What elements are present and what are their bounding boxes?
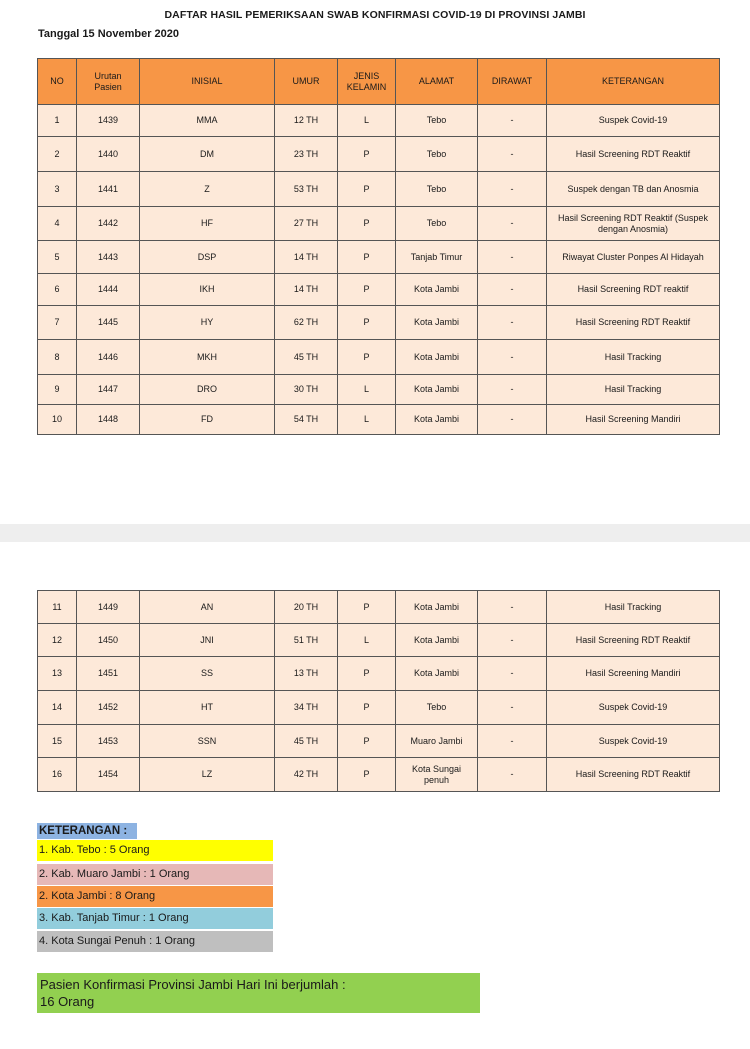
cell-jenis-kelamin: L [338, 105, 396, 137]
table-row [38, 172, 720, 207]
cell-keterangan-line: Hasil Tracking [604, 351, 662, 362]
cell-inisial: AN [140, 591, 275, 624]
cell-dirawat: - [478, 172, 547, 207]
header-alamat: ALAMAT [396, 59, 478, 105]
cell-alamat-line: Tebo [426, 218, 447, 228]
cell-jenis-kelamin: P [338, 725, 396, 758]
header-keterangan: KETERANGAN [547, 59, 720, 105]
cell-keterangan-line: Hasil Tracking [604, 384, 662, 394]
cell-inisial: HY [140, 306, 275, 340]
cell-umur: 42 TH [275, 758, 338, 792]
cell-inisial: DSP [140, 241, 275, 274]
cell-umur: 23 TH [275, 137, 338, 172]
cell-jenis-kelamin: L [338, 624, 396, 657]
cell-keterangan-line: Suspek dengan TB dan Anosmia [567, 183, 699, 194]
cell-inisial: MKH [140, 340, 275, 375]
cell-inisial: SSN [140, 725, 275, 758]
cell-jenis-kelamin: P [338, 207, 396, 241]
table-row [38, 758, 720, 792]
cell-alamat-line: Tanjab Timur [410, 251, 463, 262]
table-row [38, 657, 720, 691]
cell-alamat-line: Kota Jambi [413, 284, 460, 294]
summary-line-1: Pasien Konfirmasi Provinsi Jambi Hari Ini berjumlah : [40, 977, 346, 992]
keterangan-item-kota-jambi: 2. Kota Jambi : 8 Orang [37, 886, 273, 907]
cell-keterangan [547, 274, 720, 306]
cell-keterangan [547, 207, 720, 241]
cell-no: 9 [38, 375, 77, 405]
cell-no: 6 [38, 274, 77, 306]
cell-keterangan [547, 172, 720, 207]
cell-jenis-kelamin: L [338, 375, 396, 405]
cell-umur: 14 TH [275, 241, 338, 274]
summary-box [37, 973, 480, 1013]
cell-keterangan-line: Suspek Covid-19 [598, 702, 668, 712]
cell-keterangan-line: Suspek Covid-19 [598, 115, 668, 125]
header-umur: UMUR [275, 59, 338, 105]
cell-jenis-kelamin: P [338, 758, 396, 792]
cell-dirawat: - [478, 691, 547, 725]
cell-keterangan [547, 375, 720, 405]
cell-umur: 12 TH [275, 105, 338, 137]
cell-urutan: 1452 [77, 691, 140, 725]
cell-keterangan [547, 591, 720, 624]
cell-umur: 27 TH [275, 207, 338, 241]
cell-no: 5 [38, 241, 77, 274]
cell-keterangan-line: Hasil Screening RDT Reaktif [575, 148, 691, 159]
cell-umur: 30 TH [275, 375, 338, 405]
cell-keterangan [547, 340, 720, 375]
header-urutan-pasien [77, 59, 140, 105]
cell-no: 2 [38, 137, 77, 172]
cell-alamat [396, 405, 478, 435]
keterangan-heading: KETERANGAN : [37, 823, 137, 839]
report-date: Tanggal 15 November 2020 [38, 28, 180, 40]
cell-alamat-line: Tebo [426, 183, 447, 194]
cell-keterangan-line: Hasil Screening RDT Reaktif [575, 634, 691, 645]
cell-dirawat: - [478, 405, 547, 435]
cell-inisial: DRO [140, 375, 275, 405]
cell-inisial: JNI [140, 624, 275, 657]
cell-no: 11 [38, 591, 77, 624]
cell-keterangan [547, 241, 720, 274]
cell-dirawat: - [478, 137, 547, 172]
cell-keterangan [547, 306, 720, 340]
cell-inisial: DM [140, 137, 275, 172]
header-urutan-line1: Urutan [94, 70, 122, 81]
cell-jenis-kelamin: P [338, 274, 396, 306]
cell-keterangan [547, 758, 720, 792]
table-row [38, 137, 720, 172]
cell-keterangan [547, 691, 720, 725]
cell-no: 16 [38, 758, 77, 792]
cell-inisial: SS [140, 657, 275, 691]
keterangan-item-tanjab-timur: 3. Kab. Tanjab Timur : 1 Orang [37, 908, 273, 929]
cell-umur: 53 TH [275, 172, 338, 207]
cell-keterangan [547, 105, 720, 137]
keterangan-item-sungai-penuh: 4. Kota Sungai Penuh : 1 Orang [37, 931, 273, 952]
cell-umur: 54 TH [275, 405, 338, 435]
cell-alamat-line: Kota Jambi [413, 668, 460, 678]
header-jenis-kelamin [338, 59, 396, 105]
cell-alamat-line: Kota Jambi [413, 384, 460, 394]
table-row [38, 274, 720, 306]
cell-no: 12 [38, 624, 77, 657]
table-row [38, 105, 720, 137]
cell-urutan: 1451 [77, 657, 140, 691]
cell-jenis-kelamin: P [338, 591, 396, 624]
header-urutan-line2: Pasien [94, 81, 122, 92]
cell-alamat-line: Tebo [426, 115, 447, 125]
table-row [38, 306, 720, 340]
cell-keterangan-line: Riwayat Cluster Ponpes Al Hidayah [562, 251, 704, 262]
cell-umur: 51 TH [275, 624, 338, 657]
table-body-page-1 [38, 105, 720, 435]
cell-dirawat: - [478, 207, 547, 241]
header-jk-line2: KELAMIN [346, 81, 387, 92]
cell-keterangan-line: Hasil Screening Mandiri [585, 414, 681, 424]
cell-urutan: 1453 [77, 725, 140, 758]
cell-dirawat: - [478, 375, 547, 405]
cell-urutan: 1447 [77, 375, 140, 405]
page-break [0, 524, 750, 542]
cell-jenis-kelamin: P [338, 340, 396, 375]
cell-alamat [396, 591, 478, 624]
cell-keterangan-line: Hasil Screening RDT Reaktif (Suspek [558, 212, 708, 223]
cell-no: 7 [38, 306, 77, 340]
header-jk-line1: JENIS [353, 70, 380, 81]
cell-keterangan [547, 405, 720, 435]
table-row [38, 725, 720, 758]
cell-umur: 13 TH [275, 657, 338, 691]
cell-jenis-kelamin: P [338, 657, 396, 691]
cell-alamat-line: Tebo [426, 702, 447, 712]
cell-umur: 20 TH [275, 591, 338, 624]
cell-no: 14 [38, 691, 77, 725]
cell-alamat-line: Kota Jambi [413, 414, 460, 424]
cell-alamat [396, 105, 478, 137]
table-header-row [38, 59, 720, 105]
cell-keterangan-line: Hasil Screening Mandiri [585, 668, 681, 678]
cell-inisial: LZ [140, 758, 275, 792]
cell-inisial: MMA [140, 105, 275, 137]
table-row [38, 241, 720, 274]
cell-alamat [396, 137, 478, 172]
cell-alamat [396, 624, 478, 657]
cell-alamat-line: Tebo [426, 148, 447, 159]
cell-alamat [396, 172, 478, 207]
cell-alamat [396, 758, 478, 792]
cell-urutan: 1449 [77, 591, 140, 624]
keterangan-item-tebo: 1. Kab. Tebo : 5 Orang [37, 840, 273, 861]
cell-keterangan [547, 725, 720, 758]
cell-keterangan-line: Hasil Screening RDT Reaktif [575, 769, 691, 779]
document-title: DAFTAR HASIL PEMERIKSAAN SWAB KONFIRMASI COVID-19 DI PROVINSI JAMBI [164, 9, 586, 21]
cell-inisial: HF [140, 207, 275, 241]
cell-keterangan-line: Hasil Screening RDT Reaktif [575, 317, 691, 327]
header-inisial: INISIAL [140, 59, 275, 105]
cell-alamat-line: Kota Jambi [413, 601, 460, 612]
cell-urutan: 1446 [77, 340, 140, 375]
cell-jenis-kelamin: P [338, 172, 396, 207]
cell-alamat [396, 241, 478, 274]
cell-urutan: 1441 [77, 172, 140, 207]
cell-no: 1 [38, 105, 77, 137]
cell-dirawat: - [478, 274, 547, 306]
cell-umur: 45 TH [275, 725, 338, 758]
cell-alamat-line: Kota Sungai [411, 763, 462, 774]
cell-dirawat: - [478, 758, 547, 792]
cell-urutan: 1443 [77, 241, 140, 274]
cell-dirawat: - [478, 591, 547, 624]
cell-alamat [396, 375, 478, 405]
cell-urutan: 1454 [77, 758, 140, 792]
header-dirawat: DIRAWAT [478, 59, 547, 105]
table-row [38, 207, 720, 241]
table-row [38, 691, 720, 725]
cell-keterangan [547, 137, 720, 172]
cell-alamat-line: Muaro Jambi [410, 735, 463, 746]
cell-dirawat: - [478, 657, 547, 691]
cell-jenis-kelamin: P [338, 241, 396, 274]
cell-dirawat: - [478, 624, 547, 657]
cell-no: 8 [38, 340, 77, 375]
cell-dirawat: - [478, 105, 547, 137]
cell-alamat [396, 306, 478, 340]
cell-no: 10 [38, 405, 77, 435]
cell-alamat-line: Kota Jambi [413, 317, 460, 327]
cell-alamat-line: penuh [423, 774, 450, 785]
cell-keterangan-line: Hasil Screening RDT reaktif [577, 284, 689, 294]
cell-alamat [396, 274, 478, 306]
table-row [38, 375, 720, 405]
table-row [38, 405, 720, 435]
cell-inisial: IKH [140, 274, 275, 306]
header-no: NO [38, 59, 77, 105]
table-body-page-2 [38, 591, 720, 792]
cell-urutan: 1445 [77, 306, 140, 340]
cell-urutan: 1440 [77, 137, 140, 172]
cell-alamat [396, 340, 478, 375]
cell-dirawat: - [478, 340, 547, 375]
table-row [38, 340, 720, 375]
keterangan-item-muaro-jambi: 2. Kab. Muaro Jambi : 1 Orang [37, 864, 273, 885]
cell-dirawat: - [478, 725, 547, 758]
patient-table-page-2 [37, 590, 720, 792]
cell-urutan: 1450 [77, 624, 140, 657]
table-row [38, 591, 720, 624]
cell-umur: 62 TH [275, 306, 338, 340]
cell-alamat-line: Kota Jambi [413, 351, 460, 362]
cell-urutan: 1444 [77, 274, 140, 306]
cell-alamat-line: Kota Jambi [413, 634, 460, 645]
cell-dirawat: - [478, 241, 547, 274]
cell-umur: 14 TH [275, 274, 338, 306]
cell-inisial: HT [140, 691, 275, 725]
cell-keterangan [547, 657, 720, 691]
cell-no: 15 [38, 725, 77, 758]
cell-no: 4 [38, 207, 77, 241]
cell-alamat [396, 691, 478, 725]
cell-inisial: Z [140, 172, 275, 207]
cell-jenis-kelamin: P [338, 306, 396, 340]
cell-dirawat: - [478, 306, 547, 340]
patient-table-page-1 [37, 58, 720, 435]
cell-inisial: FD [140, 405, 275, 435]
cell-alamat [396, 725, 478, 758]
cell-umur: 45 TH [275, 340, 338, 375]
cell-keterangan [547, 624, 720, 657]
cell-urutan: 1439 [77, 105, 140, 137]
cell-jenis-kelamin: P [338, 137, 396, 172]
summary-line-2: 16 Orang [40, 994, 95, 1009]
cell-jenis-kelamin: L [338, 405, 396, 435]
cell-no: 13 [38, 657, 77, 691]
cell-alamat [396, 207, 478, 241]
table-row [38, 624, 720, 657]
cell-keterangan-line: Hasil Tracking [604, 601, 662, 612]
cell-keterangan-line: Suspek Covid-19 [598, 735, 668, 746]
cell-no: 3 [38, 172, 77, 207]
cell-jenis-kelamin: P [338, 691, 396, 725]
cell-keterangan-line: dengan Anosmia) [597, 223, 669, 234]
cell-umur: 34 TH [275, 691, 338, 725]
cell-urutan: 1448 [77, 405, 140, 435]
cell-urutan: 1442 [77, 207, 140, 241]
cell-alamat [396, 657, 478, 691]
